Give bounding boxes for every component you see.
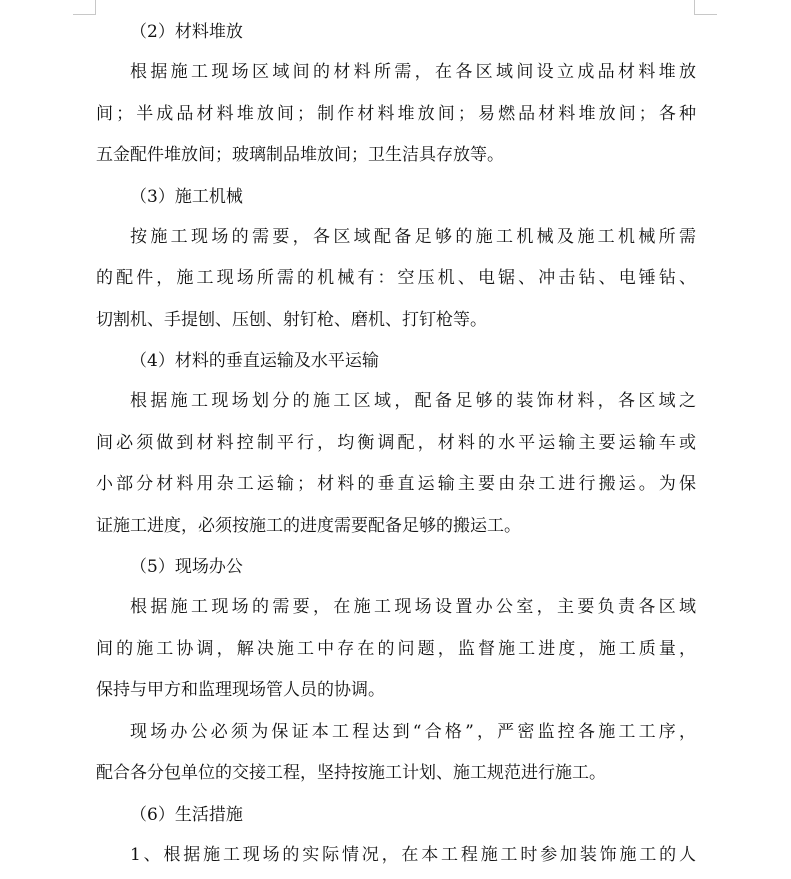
text-line: 配合各分包单位的交接工程，坚持按施工计划、施工规范进行施工。 (96, 763, 606, 783)
page-corner-mark-left (73, 0, 96, 15)
section-heading-construction-machinery: （3）施工机械 (130, 186, 243, 207)
text-line: 根据施工现场的需要，在施工现场设置办公室，主要负责各区域 (130, 597, 696, 617)
paragraph-construction-machinery (96, 217, 696, 342)
paragraph-site-office-requirements (96, 712, 696, 795)
text-line: 根据施工现场划分的施工区域，配备足够的装饰材料，各区域之 (130, 391, 696, 411)
text-line: 的配件，施工现场所需的机械有：空压机、电锯、冲击钻、电锤钻、 (96, 268, 696, 288)
paragraph-materials-storage (96, 52, 696, 177)
text-line: 现场办公必须为保证本工程达到“合格”，严密监控各施工工序， (130, 721, 696, 742)
section-heading-materials-storage: （2）材料堆放 (130, 22, 243, 42)
text-line: 保持与甲方和监理现场管人员的协调。 (96, 680, 385, 700)
text-line: 五金配件堆放间；玻璃制品堆放间；卫生洁具存放等。 (96, 145, 504, 165)
text-line: 间必须做到材料控制平行，均衡调配，材料的水平运输主要运输车或 (96, 432, 696, 453)
text-line: 按施工现场的需要，各区域配备足够的施工机械及施工机械所需 (130, 226, 696, 247)
text-line: 根据施工现场区域间的材料所需，在各区域间设立成品材料堆放 (130, 62, 696, 82)
text-line: 证施工进度，必须按施工的进度需要配备足够的搬运工。 (96, 515, 521, 536)
text-line: 小部分材料用杂工运输；材料的垂直运输主要由杂工进行搬运。为保 (96, 474, 696, 494)
paragraph-material-transport (96, 381, 696, 547)
section-heading-material-transport: （4）材料的垂直运输及水平运输 (130, 351, 379, 371)
text-line: 间的施工协调，解决施工中存在的问题，监督施工进度，施工质量， (96, 638, 696, 659)
paragraph-living-measures (96, 835, 696, 877)
document-body (96, 12, 696, 876)
text-line: 1、根据施工现场的实际情况，在本工程施工时参加装饰施工的人 (130, 844, 696, 865)
text-line: 切割机、手提刨、压刨、射钉枪、磨机、打钉枪等。 (96, 309, 487, 330)
text-line: 间；半成品材料堆放间；制作材料堆放间；易燃品材料堆放间；各种 (96, 103, 696, 124)
paragraph-site-office (96, 587, 696, 712)
section-heading-living-measures: （6）生活措施 (130, 804, 243, 825)
page-corner-mark-right (694, 0, 717, 15)
section-heading-site-office: （5）现场办公 (130, 557, 243, 577)
